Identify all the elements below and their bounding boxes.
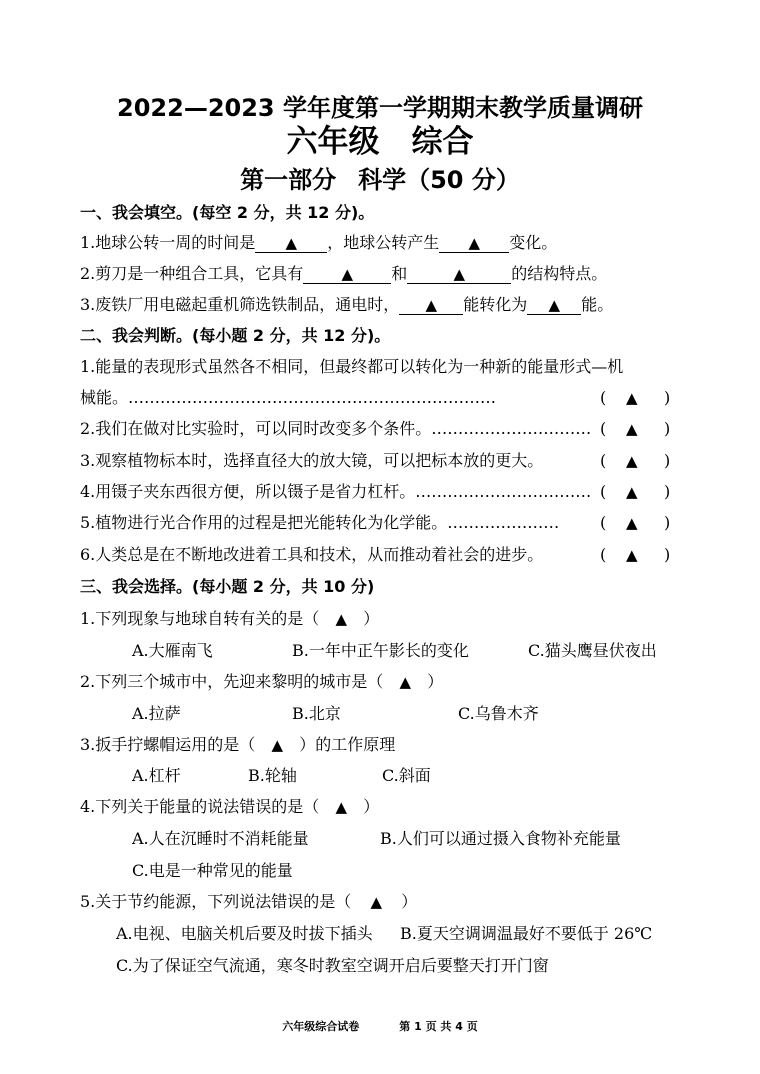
grade-subject-heading xyxy=(0,116,760,161)
answer-blank[interactable] xyxy=(399,296,463,315)
question-text: 5.植物进行光合作用的过程是把光能转化为化学能。 xyxy=(80,513,448,532)
question-text: 3.扳手拧螺帽运用的是（ xyxy=(80,735,256,754)
question-text: 械能。 xyxy=(80,388,129,407)
choice-question-4 xyxy=(80,796,379,818)
paren-close: ) xyxy=(664,388,671,407)
blank-marker-icon: ▲ xyxy=(626,452,638,470)
blank-marker-icon: ▲ xyxy=(399,673,412,691)
section2-heading: 二、我会判断。(每小题 2 分，共 12 分)。 xyxy=(80,326,391,345)
blank-marker-icon: ▲ xyxy=(468,234,481,252)
answer-blank[interactable] xyxy=(527,296,581,315)
blank-marker-icon: ▲ xyxy=(335,798,348,816)
question-text: 2.下列三个城市中，先迎来黎明的城市是（ xyxy=(80,672,384,691)
part-label: 第一部分 xyxy=(240,166,337,194)
option-c[interactable]: C.为了保证空气流通，寒冬时教室空调开启后要整天打开门窗 xyxy=(116,956,549,975)
page-number: 第 1 页 共 4 页 xyxy=(399,1020,478,1033)
question-text: 变化。 xyxy=(509,233,558,252)
choice-question-1 xyxy=(80,608,379,630)
paren-open: ( xyxy=(600,482,607,501)
judge-question-1-line1: 1.能量的表现形式虽然各不相同，但最终都可以转化为一种新的能量形式—机 xyxy=(80,357,624,376)
option-b[interactable]: B.人们可以通过摄入食物补充能量 xyxy=(380,829,621,848)
blank-marker-icon: ▲ xyxy=(341,265,354,283)
question-text: 5.关于节约能源，下列说法错误的是（ xyxy=(80,892,352,911)
question-text: 2.我们在做对比实验时，可以同时改变多个条件。 xyxy=(80,419,432,438)
blank-marker-icon: ▲ xyxy=(626,420,638,438)
paren-close: ) xyxy=(664,482,671,501)
option-c[interactable]: C.猫头鹰昼伏夜出 xyxy=(528,641,657,660)
fill-question-3 xyxy=(80,294,613,316)
judge-question-4 xyxy=(80,481,594,503)
answer-blank[interactable] xyxy=(439,234,509,253)
question-text: 和 xyxy=(391,264,408,283)
judge-question-6: 6.人类总是在不断地改进着工具和技术，从而推动着社会的进步。 xyxy=(80,545,544,564)
option-a[interactable]: A.杠杆 xyxy=(132,766,181,785)
part-subject-label: 科学（50 分） xyxy=(358,166,520,194)
blank-marker-icon: ▲ xyxy=(335,610,348,628)
subject-label: 综合 xyxy=(411,124,474,160)
paren-close: ) xyxy=(664,513,671,532)
question-text: 3.废铁厂用电磁起重机筛选铁制品，通电时， xyxy=(80,295,400,314)
option-a[interactable]: A.大雁南飞 xyxy=(132,641,213,660)
paren-open: ( xyxy=(600,451,607,470)
question-text: 4.下列关于能量的说法错误的是（ xyxy=(80,797,320,816)
question-text: 1.下列现象与地球自转有关的是（ xyxy=(80,609,320,628)
option-b[interactable]: B.一年中正午影长的变化 xyxy=(292,641,469,660)
blank-marker-icon: ▲ xyxy=(271,736,284,754)
blank-marker-icon: ▲ xyxy=(626,546,638,564)
option-b[interactable]: B.北京 xyxy=(292,704,341,723)
blank-marker-icon: ▲ xyxy=(626,514,638,532)
paren-open: ( xyxy=(600,513,607,532)
answer-blank[interactable] xyxy=(303,265,391,284)
choice-question-2 xyxy=(80,671,443,693)
option-a[interactable]: A.电视、电脑关机后要及时拔下插头 xyxy=(116,924,373,943)
fill-question-2 xyxy=(80,263,607,285)
question-text: ） xyxy=(401,892,418,911)
question-text: 4.用镊子夹东西很方便，所以镊子是省力杠杆。 xyxy=(80,482,416,501)
answer-blank[interactable] xyxy=(407,265,511,284)
judge-question-2 xyxy=(80,418,594,440)
blank-marker-icon: ▲ xyxy=(425,296,438,314)
section1-heading: 一、我会填空。(每空 2 分，共 12 分)。 xyxy=(80,203,375,222)
leader-dots: …………………………………………………………… xyxy=(128,388,497,407)
question-text: 能转化为 xyxy=(463,295,528,314)
paren-close: ) xyxy=(664,419,671,438)
judge-question-5 xyxy=(80,512,594,534)
judge-question-3: 3.观察植物标本时，选择直径大的放大镜，可以把标本放的更大。 xyxy=(80,451,544,470)
fill-question-1 xyxy=(80,232,557,254)
page-footer xyxy=(0,1018,760,1034)
paren-close: ) xyxy=(664,545,671,564)
exam-title: 2022—2023 学年度第一学期期末教学质量调研 xyxy=(117,94,643,122)
question-text: ） xyxy=(427,672,444,691)
paren-open: ( xyxy=(600,388,607,407)
option-c[interactable]: C.电是一种常见的能量 xyxy=(132,861,293,880)
question-text: 能。 xyxy=(581,295,614,314)
choice-question-3 xyxy=(80,734,395,756)
option-b[interactable]: B.夏天空调调温最好不要低于 26℃ xyxy=(400,924,653,943)
paren-open: ( xyxy=(600,419,607,438)
judge-question-1-line2 xyxy=(80,387,600,409)
leader-dots: ………………… xyxy=(447,513,560,532)
question-text: 1.地球公转一周的时间是 xyxy=(80,233,256,252)
blank-marker-icon: ▲ xyxy=(626,389,638,407)
question-text: ，地球公转产生 xyxy=(327,233,440,252)
option-b[interactable]: B.轮轴 xyxy=(248,766,297,785)
question-text: ）的工作原理 xyxy=(299,735,396,754)
option-c[interactable]: C.乌鲁木齐 xyxy=(458,704,539,723)
option-c[interactable]: C.斜面 xyxy=(382,766,431,785)
question-text: 的结构特点。 xyxy=(511,264,608,283)
blank-marker-icon: ▲ xyxy=(370,893,383,911)
paren-open: ( xyxy=(600,545,607,564)
blank-marker-icon: ▲ xyxy=(453,265,466,283)
leader-dots: …………………………… xyxy=(415,482,592,501)
question-text: ） xyxy=(363,609,380,628)
question-text: 2.剪刀是一种组合工具，它具有 xyxy=(80,264,304,283)
blank-marker-icon: ▲ xyxy=(626,483,638,501)
option-a[interactable]: A.拉萨 xyxy=(132,704,181,723)
section3-heading: 三、我会选择。(每小题 2 分，共 10 分) xyxy=(80,577,375,596)
paper-name: 六年级综合试卷 xyxy=(282,1020,360,1033)
choice-question-5 xyxy=(80,891,417,913)
option-a[interactable]: A.人在沉睡时不消耗能量 xyxy=(132,829,309,848)
leader-dots: ………………………… xyxy=(431,419,592,438)
blank-marker-icon: ▲ xyxy=(548,296,561,314)
blank-marker-icon: ▲ xyxy=(285,234,298,252)
paren-close: ) xyxy=(664,451,671,470)
answer-blank[interactable] xyxy=(255,234,327,253)
grade-label: 六年级 xyxy=(286,124,380,160)
question-text: ） xyxy=(363,797,380,816)
part-heading xyxy=(0,160,760,195)
